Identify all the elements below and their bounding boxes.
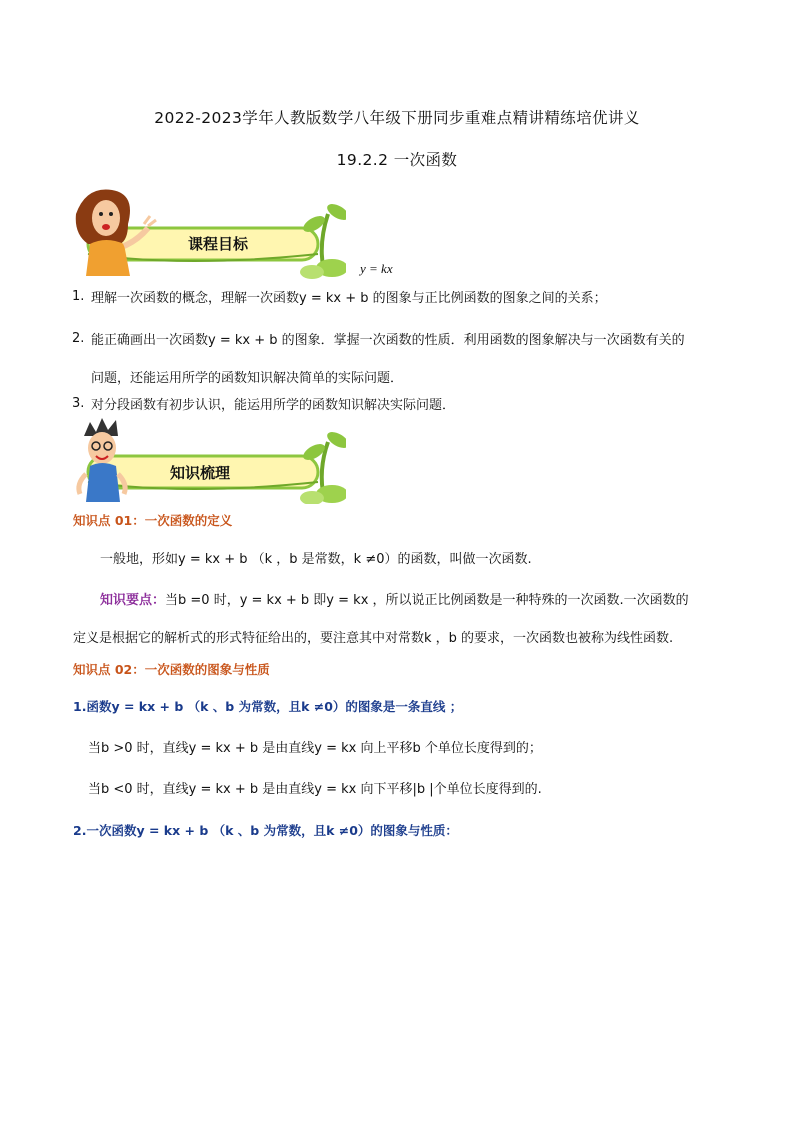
knowledge-point-02-heading: 知识点 02：一次函数的图象与性质	[73, 662, 270, 677]
stray-formula: y = kx	[360, 261, 393, 276]
banner-knowledge-review	[66, 414, 346, 504]
banner-course-goals	[66, 184, 346, 280]
kp2-shift-down: 当b <0 时，直线y = kx + b 是由直线y = kx 向下平移|b |个单位长度得到的.	[88, 782, 542, 797]
kp2-shift-up: 当b >0 时，直线y = kx + b 是由直线y = kx 向上平移b 个单位长度得到的；	[88, 741, 542, 756]
document-subtitle: 19.2.2 一次函数	[336, 151, 458, 169]
teacher-illustration	[76, 190, 156, 277]
document-title: 2022-2023学年人教版数学八年级下册同步重难点精讲精练培优讲义	[154, 109, 640, 127]
kp1-note-line2: 定义是根据它的解析式的形式特征给出的，要注意其中对常数k ，b 的要求，一次函数也被称为线性函数.	[73, 631, 674, 646]
banner-knowledge-review-label: 知识梳理	[170, 464, 231, 482]
kp2-item-1: 1.函数y = kx + b （k 、b 为常数，且k ≠0）的图象是一条直线 ；	[73, 699, 463, 714]
banner-course-goals-label: 课程目标	[188, 235, 249, 253]
kp1-note-line1	[100, 589, 689, 608]
goal-1-number: 1.	[72, 289, 85, 304]
goal-2-continuation: 问题，还能运用所学的函数知识解决简单的实际问题．	[91, 371, 404, 386]
banner-course-goals-graphic	[66, 184, 346, 280]
goal-2-text: 能正确画出一次函数y = kx + b 的图象．掌握一次函数的性质．利用函数的图象解决与一次函数有关的	[91, 333, 685, 348]
kp2-item-2: 2.一次函数y = kx + b （k 、b 为常数，且k ≠0）的图象与性质：	[73, 823, 458, 838]
kp1-note-label: 知识要点：	[100, 593, 166, 608]
knowledge-point-01-heading: 知识点 01：一次函数的定义	[73, 513, 233, 528]
goal-2-number: 2.	[72, 331, 85, 346]
goal-3-number: 3.	[72, 396, 85, 411]
kp1-definition: 一般地，形如y = kx + b （k ，b 是常数，k ≠0）的函数，叫做一次函数.	[100, 552, 532, 567]
goal-3-text: 对分段函数有初步认识，能运用所学的函数知识解决实际问题．	[91, 398, 456, 413]
kp1-note-text: 当b =0 时，y = kx + b 即y = kx ，所以说正比例函数是一种特殊的一次函数.一次函数的	[165, 593, 689, 608]
goal-1-text: 理解一次函数的概念，理解一次函数y = kx + b 的图象与正比例函数的图象之间的关系；	[91, 291, 607, 306]
banner-knowledge-review-graphic	[66, 414, 346, 504]
